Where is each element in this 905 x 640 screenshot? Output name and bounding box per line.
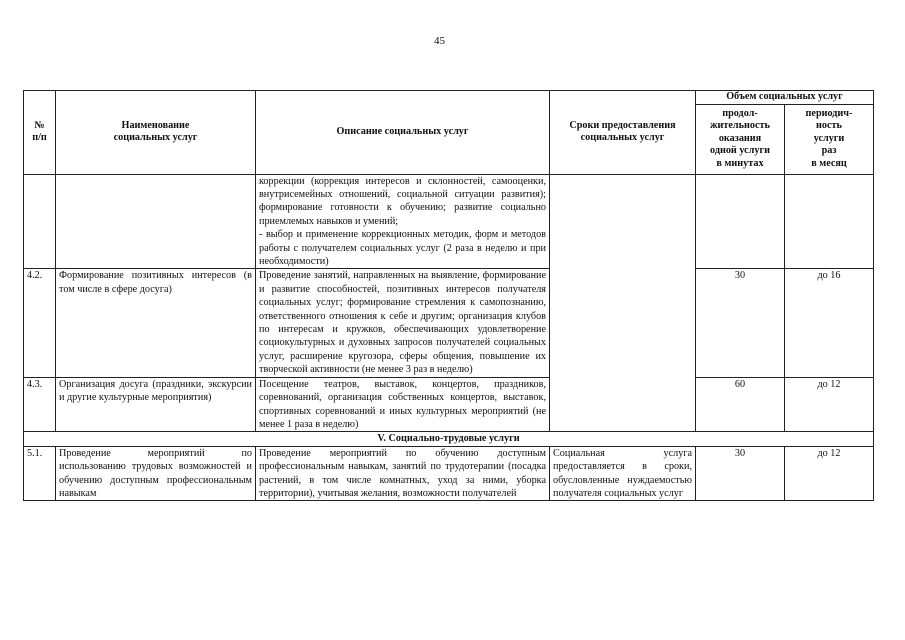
row-duration [696,174,785,269]
row-periodicity: до 12 [785,377,874,432]
row-description: Посещение театров, выставок, концертов, праздников, соревнований, организация собственных концертов, выставок, спортивных соревнований и иных культурных мероприятий (не менее 1 раза в неделю) [256,377,550,432]
row-number: 5.1. [24,446,56,501]
row-service-name: Организация досуга (праздники, экскурсии и другие культурные мероприятия) [56,377,256,432]
table-row [24,377,874,432]
row-description: коррекции (коррекция интересов и склонностей, самооценки, внутрисемейных отношений, социальной ситуации развития); формирование готовности к обучению; развитие социально приемлемых навыков и умений; - выбор и применение коррекционных методик, форм и методов работы с получателем социальных услуг (2 раза в неделю и при необходимости) [256,174,550,269]
header-number: № п/п [24,91,56,175]
header-service-name: Наименование социальных услуг [56,91,256,175]
row-terms-empty [550,174,696,432]
social-services-table [23,90,874,501]
row-description: Проведение мероприятий по обучению доступным профессиональным навыкам, занятий по трудотерапии (посадка растений, в том числе комнатных, уход за ними, уборка территории), учитывая желания, возможности получателей [256,446,550,501]
row-number: 4.3. [24,377,56,432]
row-duration: 30 [696,446,785,501]
header-volume: Объем социальных услуг [696,91,874,105]
row-service-name: Формирование позитивных интересов (в том числе в сфере досуга) [56,269,256,377]
row-periodicity: до 12 [785,446,874,501]
header-duration: продол- жительность оказания одной услуги в минутах [696,104,785,174]
page-number: 45 [434,35,445,47]
row-terms: Социальная услуга предоставляется в сроки, обусловленные нуждаемостью получателя социальных услуг [550,446,696,501]
row-duration: 30 [696,269,785,377]
row-service-name: Проведение мероприятий по использованию трудовых возможностей и обучению доступным профессиональным навыкам [56,446,256,501]
header-terms: Сроки предоставления социальных услуг [550,91,696,175]
section-title: V. Социально-трудовые услуги [24,432,874,446]
row-duration: 60 [696,377,785,432]
header-description: Описание социальных услуг [256,91,550,175]
section-row [24,432,874,446]
table-row [24,269,874,377]
header-periodicity: периодич- ность услуги раз в месяц [785,104,874,174]
row-number: 4.2. [24,269,56,377]
row-periodicity [785,174,874,269]
table-row [24,174,874,269]
row-description: Проведение занятий, направленных на выявление, формирование и развитие способностей, позитивных интересов получателя социальных услуг; формирование стремления к самопознанию, ответственного отношения к себе и другим; организация клубов по интересам и кружков, обеспечивающих удовлетворение социокультурных и духовных запросов получателей социальных услуг, расширение кругозора, сферы общения, повышение их творческой активности (не менее 3 раз в неделю) [256,269,550,377]
table-row [24,446,874,501]
row-service-name [56,174,256,269]
row-number [24,174,56,269]
row-periodicity: до 16 [785,269,874,377]
